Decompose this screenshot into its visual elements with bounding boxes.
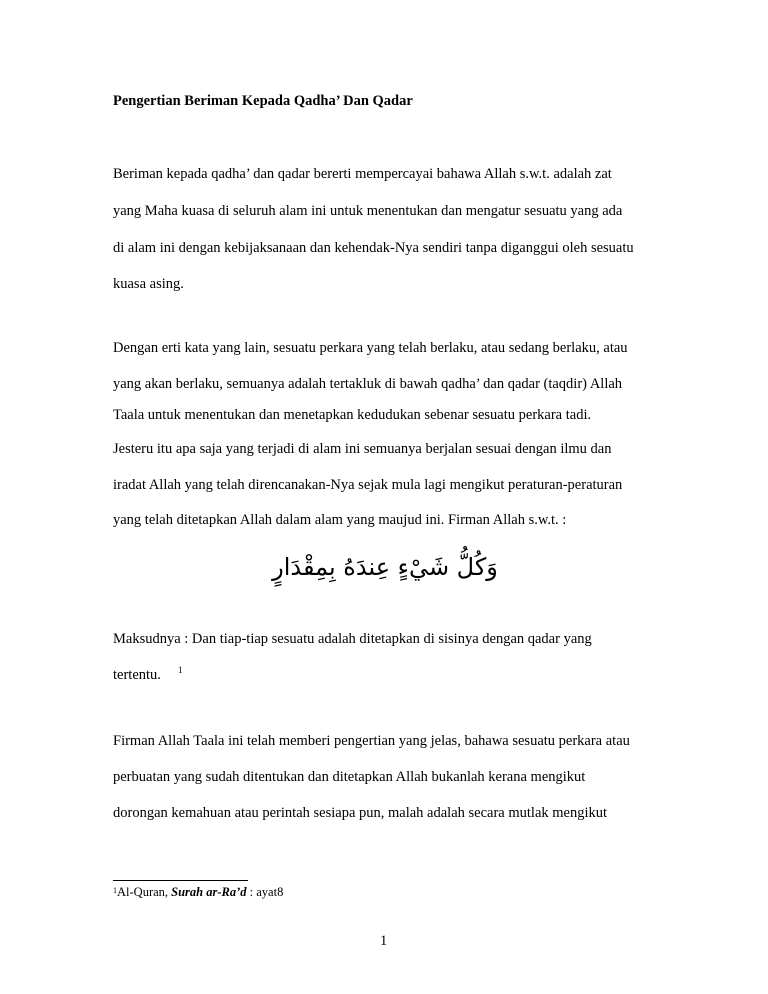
footnote-surah: Surah ar-Ra’d xyxy=(171,885,247,899)
arabic-verse: وَكُلُّ شَيْءٍ عِندَهُ بِمِقْدَارٍ xyxy=(272,553,498,581)
footnote-separator xyxy=(113,880,248,881)
footnote xyxy=(113,885,283,900)
paragraph-1-line-4: kuasa asing. xyxy=(113,276,184,292)
paragraph-4-line-2: perbuatan yang sudah ditentukan dan ditetapkan Allah bukanlah kerana mengikut xyxy=(113,769,586,785)
paragraph-2-line-1: Dengan erti kata yang lain, sesuatu perkara yang telah berlaku, atau sedang berlaku, atau xyxy=(113,340,628,356)
footnote-suffix: : ayat8 xyxy=(246,885,284,899)
paragraph-2-line-4: Jesteru itu apa saja yang terjadi di alam ini semuanya berjalan sesuai dengan ilmu dan xyxy=(113,441,612,457)
paragraph-3-line-1: Maksudnya : Dan tiap-tiap sesuatu adalah ditetapkan di sisinya dengan qadar yang xyxy=(113,631,592,647)
paragraph-4-line-1: Firman Allah Taala ini telah memberi pengertian yang jelas, bahawa sesuatu perkara atau xyxy=(113,733,630,749)
paragraph-2-line-5: iradat Allah yang telah direncanakan-Nya sejak mula lagi mengikut peraturan-peraturan xyxy=(113,477,623,493)
document-title: Pengertian Beriman Kepada Qadha’ Dan Qadar xyxy=(113,93,413,109)
footnote-reference-marker: 1 xyxy=(178,665,183,675)
page-number: 1 xyxy=(380,933,388,949)
paragraph-3-line-2: tertentu. xyxy=(113,667,161,683)
paragraph-1-line-2: yang Maha kuasa di seluruh alam ini untuk menentukan dan mengatur sesuatu yang ada xyxy=(113,203,623,219)
paragraph-1-line-3: di alam ini dengan kebijaksanaan dan kehendak-Nya sendiri tanpa diganggui oleh sesuatu xyxy=(113,240,634,256)
paragraph-1-line-1: Beriman kepada qadha’ dan qadar bererti mempercayai bahawa Allah s.w.t. adalah zat xyxy=(113,166,612,182)
footnote-prefix: Al-Quran, xyxy=(117,885,172,899)
paragraph-2-line-6: yang telah ditetapkan Allah dalam alam yang maujud ini. Firman Allah s.w.t. : xyxy=(113,512,567,528)
paragraph-4-line-3: dorongan kemahuan atau perintah sesiapa pun, malah adalah secara mutlak mengikut xyxy=(113,805,608,821)
paragraph-2-line-2: yang akan berlaku, semuanya adalah tertakluk di bawah qadha’ dan qadar (taqdir) Allah xyxy=(113,376,623,392)
footnote-number: 1 xyxy=(113,886,117,895)
paragraph-2-line-3: Taala untuk menentukan dan menetapkan kedudukan sebenar sesuatu perkara tadi. xyxy=(113,407,592,423)
